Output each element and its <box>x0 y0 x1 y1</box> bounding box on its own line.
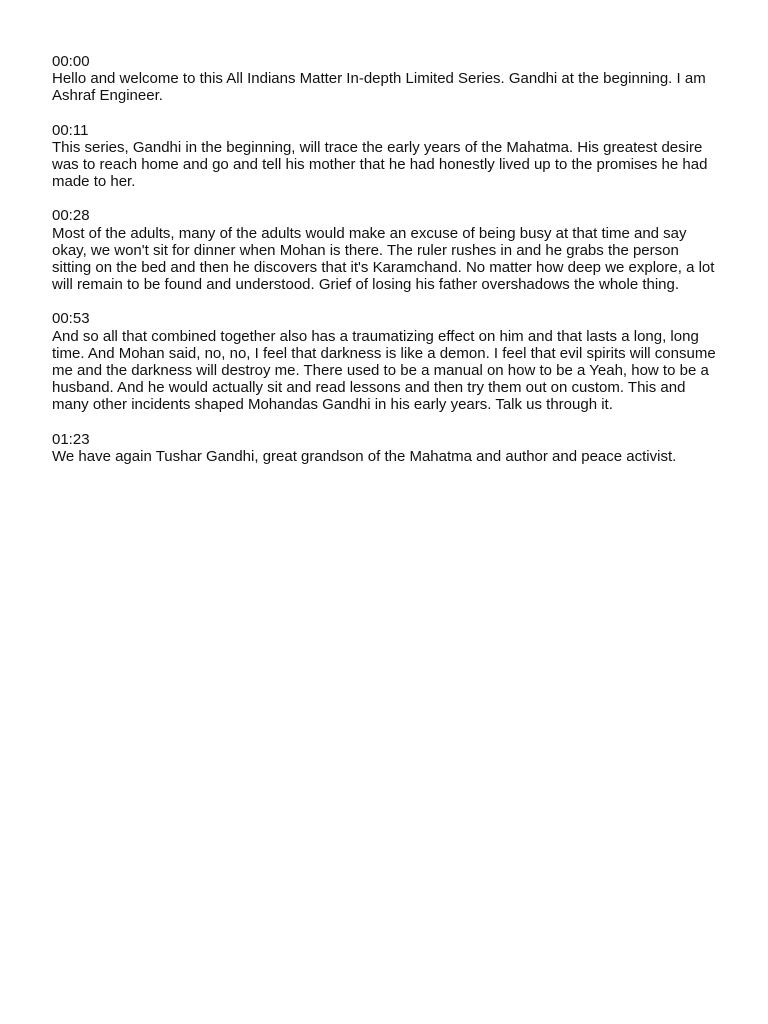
segment-timestamp: 00:00 <box>52 53 90 70</box>
segment-timestamp: 00:28 <box>52 207 90 225</box>
transcript-segment <box>52 53 716 105</box>
segment-text: This series, Gandhi in the beginning, will trace the early years of the Mahatma. His greatest desire was to reach home and go and tell his mother that he had honestly lived up to the promises he had made to her. <box>52 138 708 191</box>
segment-timestamp: 01:23 <box>52 430 90 448</box>
segment-text: We have again Tushar Gandhi, great grandson of the Mahatma and author and peace activist. <box>52 447 677 465</box>
transcript-segment <box>52 431 716 465</box>
segment-timestamp: 00:11 <box>52 121 89 139</box>
segment-text: And so all that combined together also has a traumatizing effect on him and that lasts a long, long time. And Mohan said, no, no, I feel that darkness is like a demon. I feel that evil spirits will consume me and the darkness will destroy me. There used to be a manual on how to be a Yeah, how to be a husband. And he would actually sit and read lessons and then try them out on custom. This and many other incidents shaped Mohandas Gandhi in his early years. Talk us through it. <box>52 327 716 414</box>
transcript-segment <box>52 122 716 191</box>
transcript-segment <box>52 207 716 293</box>
segment-text: Hello and welcome to this All Indians Matter In-depth Limited Series. Gandhi at the beginning. I am Ashraf Engineer. <box>52 70 706 105</box>
segment-text: Most of the adults, many of the adults would make an excuse of being busy at that time and say okay, we won't sit for dinner when Mohan is there. The ruler rushes in and he grabs the person sitting on the bed and then he discovers that it's Karamchand. No matter how deep we explore, a lot will remain to be found and understood. Grief of losing his father overshadows the whole thing. <box>52 224 715 294</box>
transcript-segment <box>52 310 716 413</box>
transcript-document <box>52 53 716 482</box>
segment-timestamp: 00:53 <box>52 310 90 328</box>
